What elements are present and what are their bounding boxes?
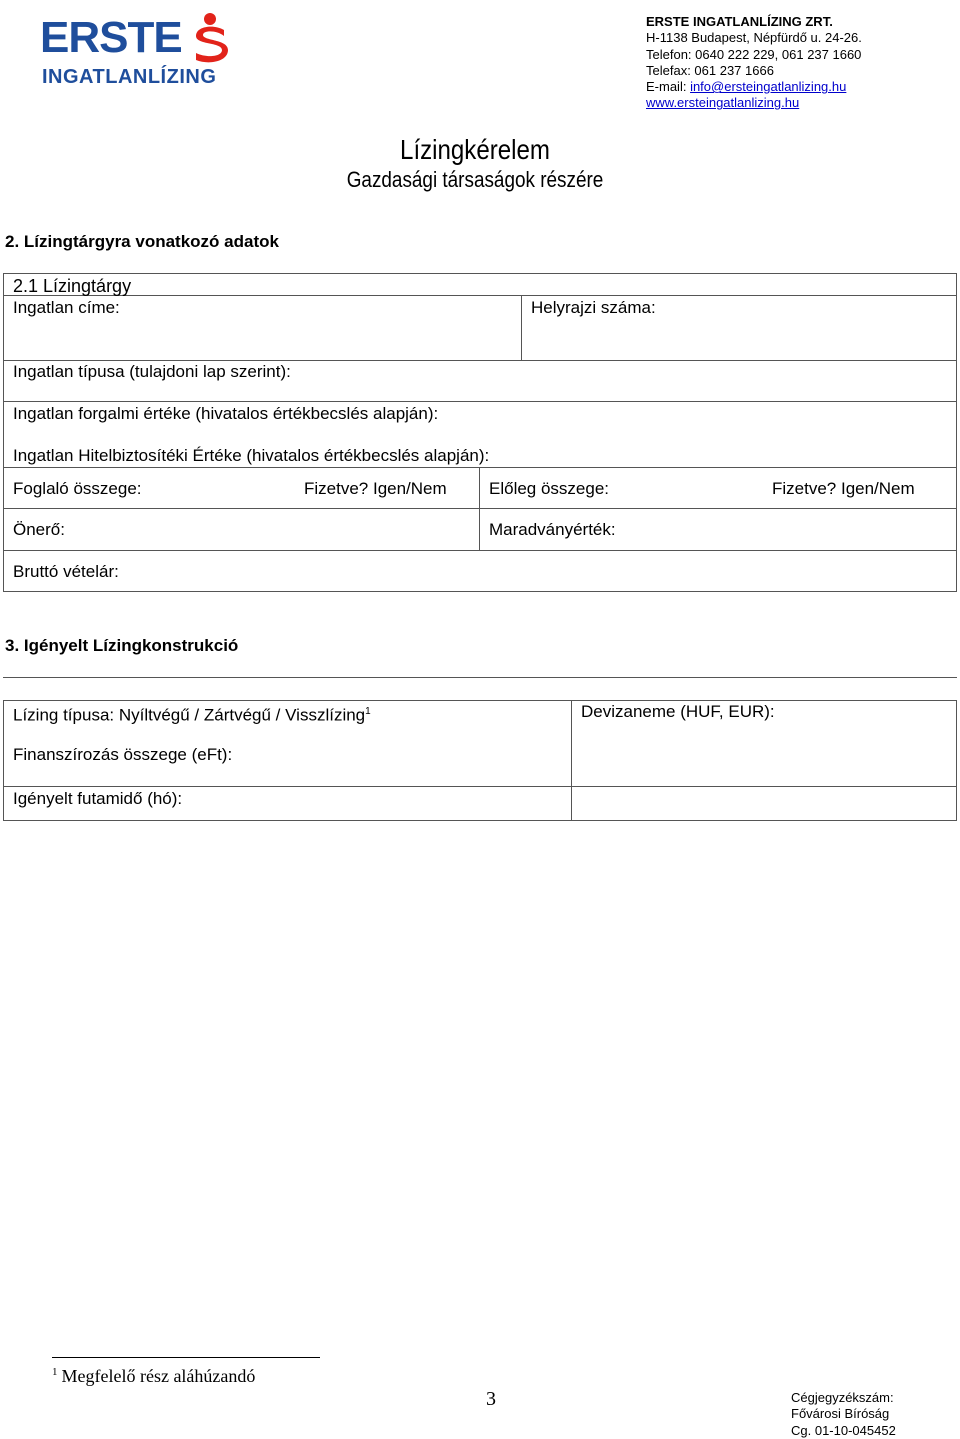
company-fax: Telefax: 061 237 1666 bbox=[646, 62, 774, 78]
lease-type-label bbox=[13, 702, 371, 726]
own-funds-label: Önerő: bbox=[13, 520, 65, 539]
registry-label: Cégjegyzékszám: bbox=[791, 1390, 894, 1405]
section-2-heading: 2. Lízingtárgyra vonatkozó adatok bbox=[5, 232, 279, 251]
company-registry bbox=[791, 1390, 896, 1439]
footnote-ref: 1 bbox=[365, 706, 371, 717]
subsection-2-1-heading: 2.1 Lízingtárgy bbox=[13, 276, 132, 296]
property-address-label: Ingatlan címe: bbox=[13, 298, 120, 317]
section-3-rule bbox=[3, 677, 957, 678]
email-label: E-mail: bbox=[646, 79, 691, 95]
deposit-paid-label: Fizetve? Igen/Nem bbox=[304, 479, 447, 498]
lot-number-label: Helyrajzi száma: bbox=[531, 298, 656, 317]
footnote-text: Megfelelő rész aláhúzandó bbox=[61, 1366, 256, 1386]
lease-type-text: Lízing típusa: Nyíltvégű / Zártvégű / Visszlízing bbox=[13, 705, 366, 725]
residual-value-label: Maradványérték: bbox=[489, 520, 616, 539]
advance-label: Előleg összege: bbox=[489, 479, 610, 498]
footnote bbox=[52, 1366, 255, 1387]
company-name: ERSTE INGATLANLÍZING ZRT. bbox=[646, 14, 833, 29]
mortgage-value-label: Ingatlan Hitelbiztosítéki Értéke (hivatalos értékbecslés alapján): bbox=[13, 446, 490, 465]
registry-number: Cg. 01-10-045452 bbox=[791, 1422, 896, 1438]
financing-amount-label: Finanszírozás összege (eFt): bbox=[13, 745, 233, 764]
company-logo bbox=[40, 12, 230, 92]
page-number: 3 bbox=[486, 1388, 496, 1410]
section-3-heading: 3. Igényelt Lízingkonstrukció bbox=[5, 636, 239, 655]
deposit-label: Foglaló összege: bbox=[13, 479, 142, 498]
divider bbox=[3, 295, 957, 296]
erste-s-mark-icon bbox=[192, 12, 228, 64]
company-phone: Telefon: 0640 222 229, 061 237 1660 bbox=[646, 46, 862, 62]
term-label: Igényelt futamidő (hó): bbox=[13, 789, 183, 808]
footnote-rule bbox=[52, 1357, 320, 1358]
website-link[interactable]: www.ersteingatlanlizing.hu bbox=[646, 95, 800, 111]
logo-sub-text: INGATLANLÍZING bbox=[42, 66, 217, 88]
gross-price-label: Bruttó vételár: bbox=[13, 562, 119, 581]
footnote-number: 1 bbox=[52, 1366, 58, 1378]
email-link[interactable]: info@ersteingatlanlizing.hu bbox=[690, 79, 847, 95]
leased-asset-table bbox=[3, 273, 957, 592]
market-value-label: Ingatlan forgalmi értéke (hivatalos értékbecslés alapján): bbox=[13, 404, 439, 423]
property-type-label: Ingatlan típusa (tulajdoni lap szerint): bbox=[13, 362, 291, 381]
registry-court: Fővárosi Bíróság bbox=[791, 1406, 890, 1422]
currency-label: Devizaneme (HUF, EUR): bbox=[581, 702, 775, 721]
logo-brand-text: ERSTE bbox=[40, 13, 182, 62]
divider bbox=[3, 467, 957, 468]
divider bbox=[3, 508, 957, 509]
page-title: Lízingkérelem bbox=[400, 134, 550, 165]
company-email-row bbox=[646, 79, 862, 95]
divider bbox=[521, 295, 522, 360]
advance-paid-label: Fizetve? Igen/Nem bbox=[772, 479, 915, 498]
divider bbox=[3, 550, 957, 551]
divider bbox=[571, 700, 572, 821]
company-address: H-1138 Budapest, Népfürdő u. 24-26. bbox=[646, 30, 862, 46]
divider bbox=[3, 360, 957, 361]
divider bbox=[3, 786, 957, 787]
page-subtitle: Gazdasági társaságok részére bbox=[346, 167, 604, 192]
divider bbox=[3, 401, 957, 402]
company-info bbox=[646, 14, 862, 112]
